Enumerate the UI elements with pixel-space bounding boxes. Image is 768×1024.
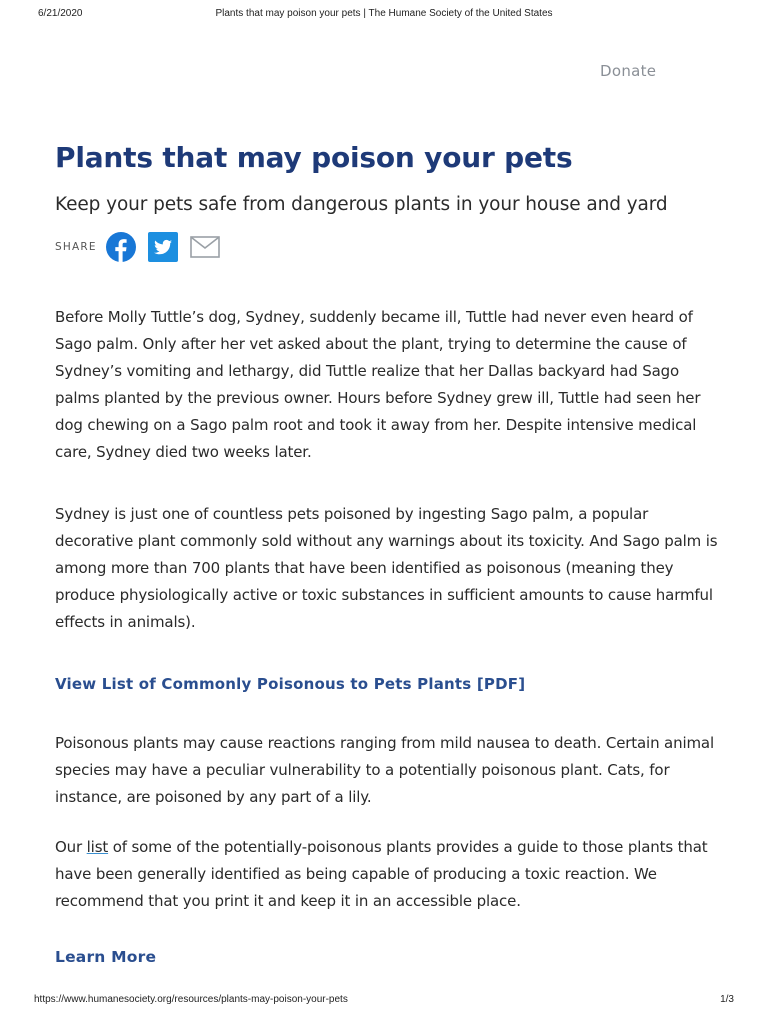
- article: [55, 138, 725, 969]
- list-link[interactable]: list: [86, 838, 109, 856]
- paragraph-intro: Before Molly Tuttle’s dog, Sydney, suddenly became ill, Tuttle had never even heard of Sago palm. Only after her vet asked about the plant, trying to determine the cause of Sydney’s vomiting and lethargy, did Tuttle realize that her Dallas backyard had Sago palms planted by the previous owner. Hours before Sydney grew ill, Tuttle had seen her dog chewing on a Sago palm root and took it away from her. Despite intensive medical care, Sydney died two weeks later.: [55, 308, 701, 461]
- share-bar: [55, 230, 725, 264]
- poisonous-plants-pdf-link[interactable]: View List of Commonly Poisonous to Pets Plants [PDF]: [55, 675, 526, 693]
- print-footer: [0, 994, 768, 1014]
- donate-link[interactable]: Donate: [600, 62, 657, 80]
- print-url: https://www.humanesociety.org/resources/plants-may-poison-your-pets: [34, 994, 348, 1005]
- paragraph-reactions: Poisonous plants may cause reactions ranging from mild nausea to death. Certain animal species may have a peculiar vulnerability to a potentially poisonous plant. Cats, for instance, are poisoned by any part of a lily.: [55, 734, 714, 806]
- page-title: Plants that may poison your pets: [55, 141, 573, 174]
- print-date: 6/21/2020: [38, 8, 83, 19]
- share-label: SHARE: [55, 241, 97, 253]
- print-header: [0, 0, 768, 20]
- paragraph-list-text-end: of some of the potentially-poisonous plants provides a guide to those plants that have been generally identified as being capable of producing a toxic reaction. We recommend that you print it and keep it in an accessible place.: [55, 838, 708, 910]
- twitter-icon[interactable]: [147, 231, 179, 263]
- print-page-number: 1/3: [720, 994, 734, 1005]
- facebook-icon[interactable]: [105, 231, 137, 263]
- page-subtitle: Keep your pets safe from dangerous plants in your house and yard: [55, 194, 668, 215]
- print-page-title: Plants that may poison your pets | The Humane Society of the United States: [215, 8, 553, 19]
- email-icon[interactable]: [189, 231, 221, 263]
- learn-more-link[interactable]: Learn More: [55, 948, 157, 966]
- paragraph-list-text-start: Our: [55, 838, 87, 856]
- paragraph-list: [55, 834, 725, 915]
- paragraph-sago-palm: Sydney is just one of countless pets poisoned by ingesting Sago palm, a popular decorative plant commonly sold without any warnings about its toxicity. And Sago palm is among more than 700 plants that have been identified as poisonous (meaning they produce physiologically active or toxic substances in sufficient amounts to cause harmful effects in animals).: [55, 505, 718, 631]
